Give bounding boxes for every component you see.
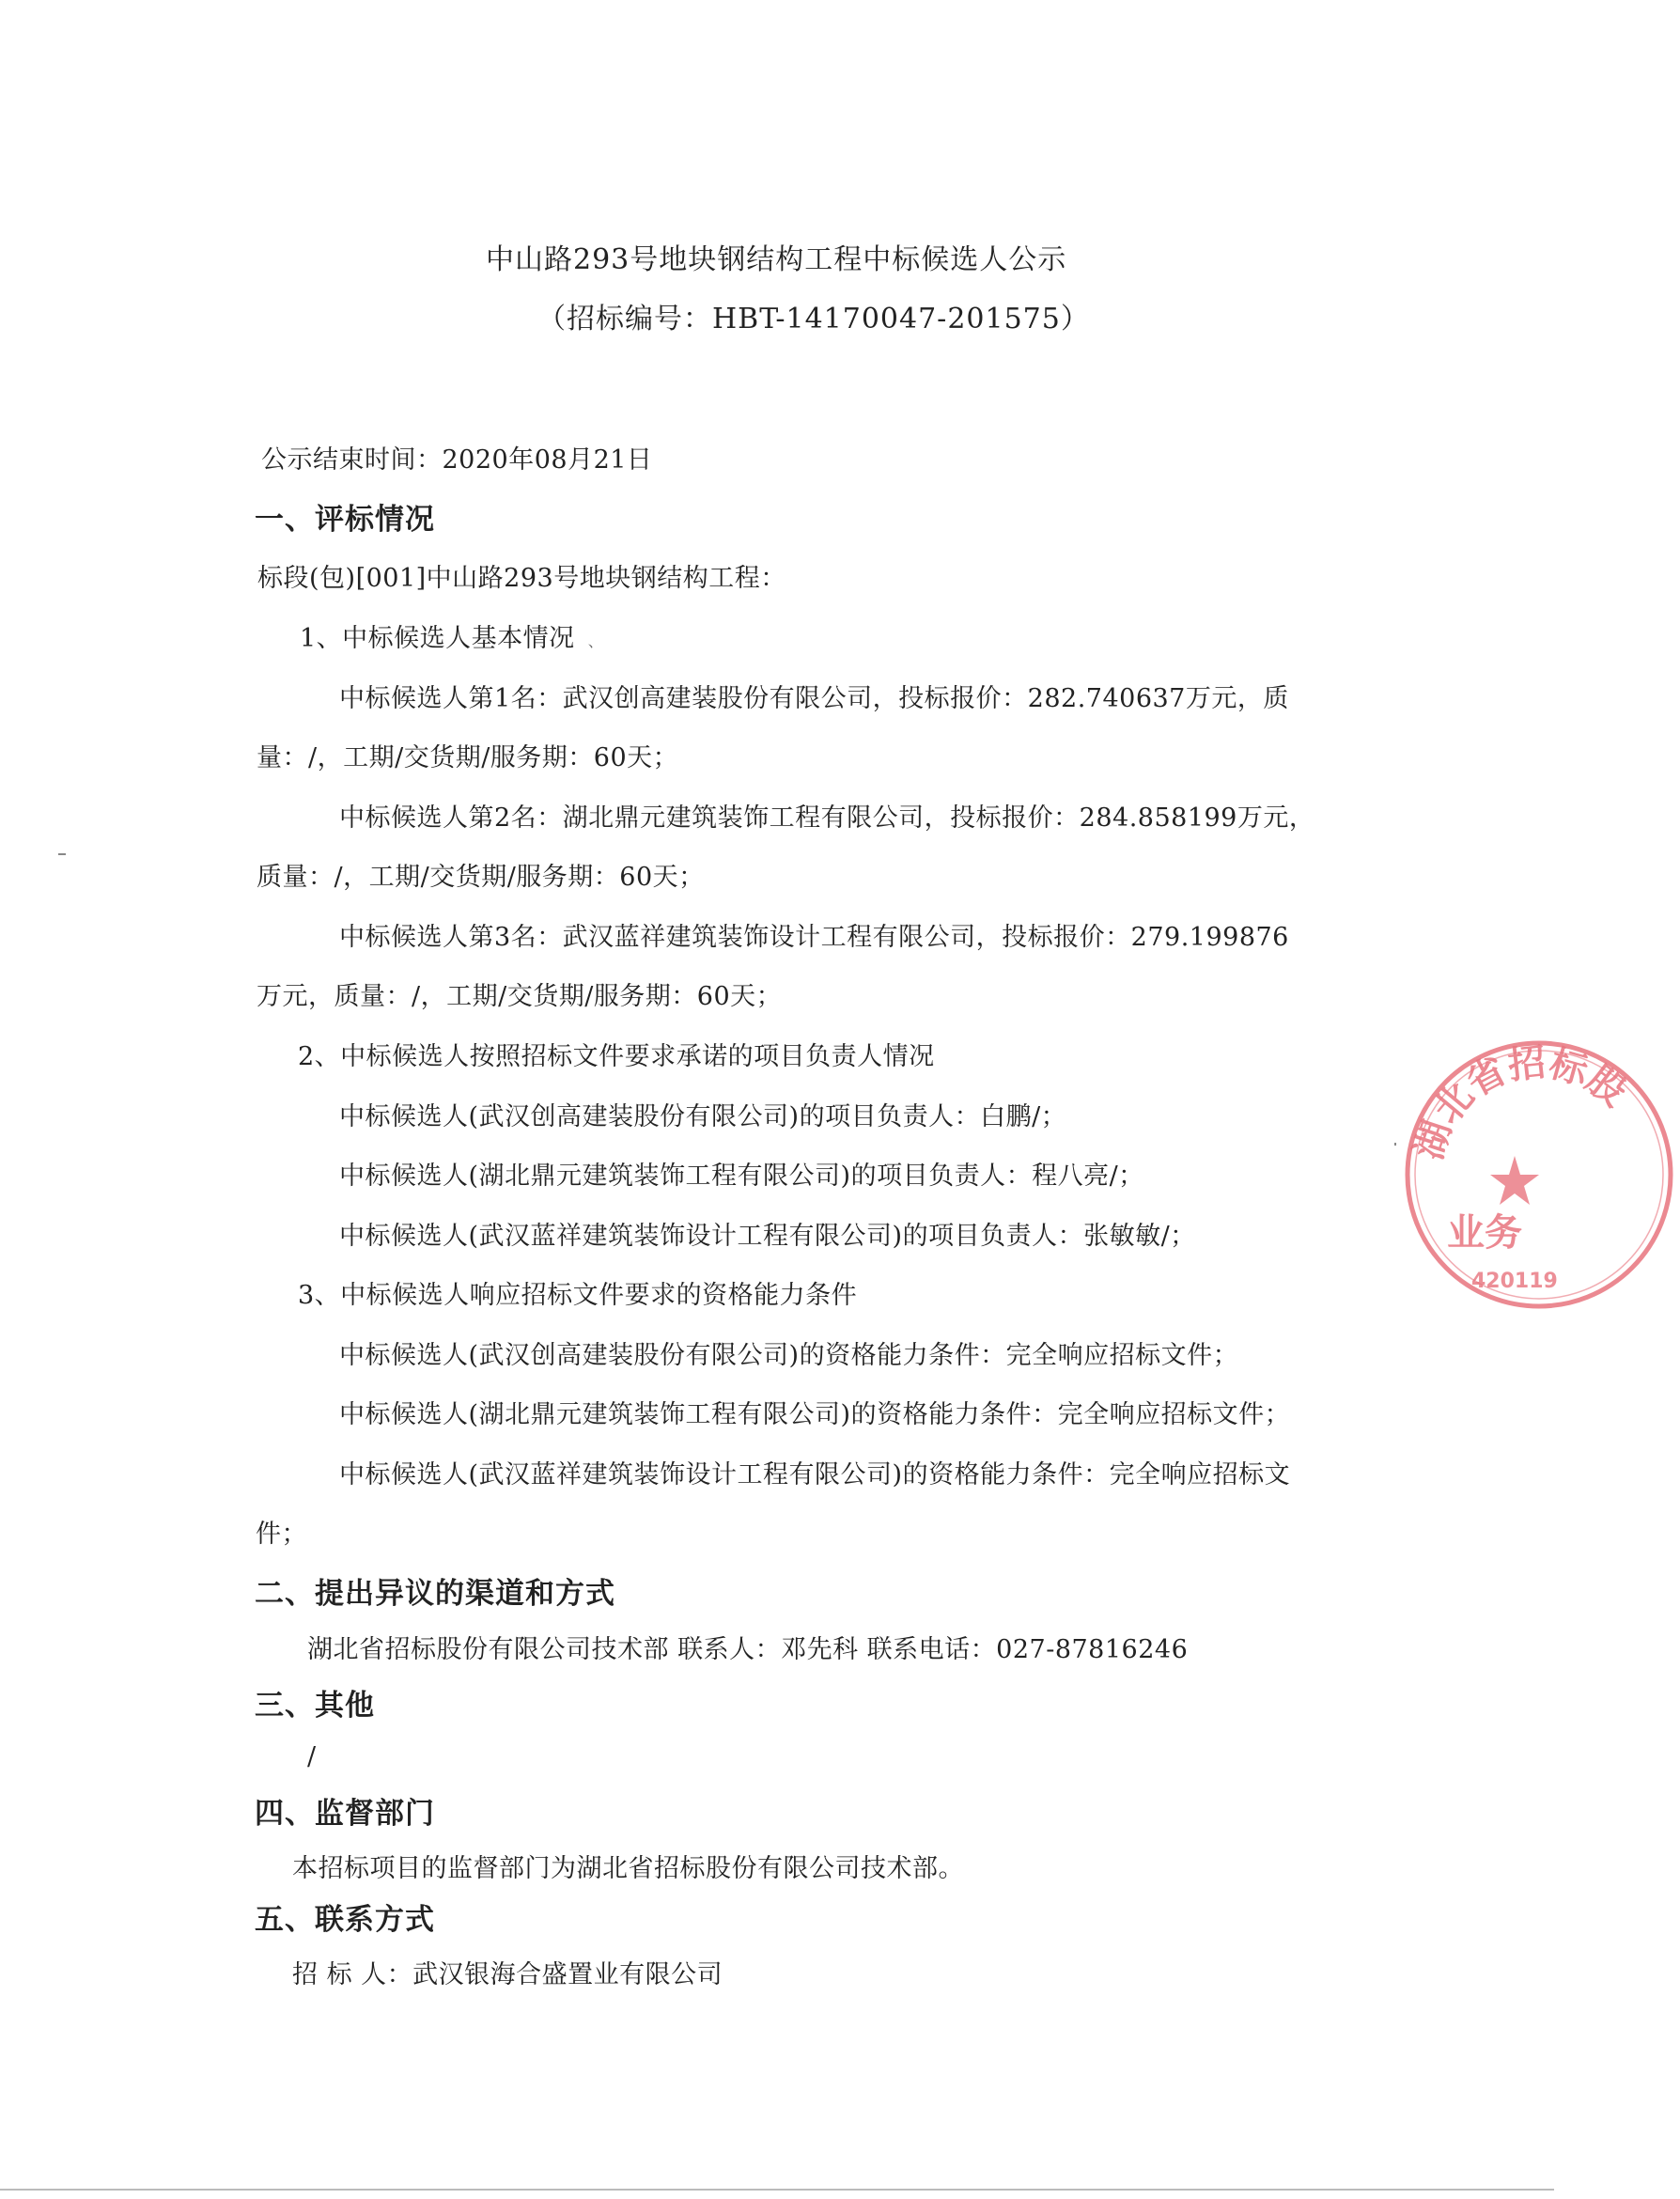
doc-title: 中山路293号地块钢结构工程中标候选人公示 [486,243,1067,276]
section-3-body: / [307,1742,317,1771]
candidate-3-line-2: 万元，质量：/，工期/交货期/服务期：60天； [257,982,783,1011]
seal-text-mid: 业务 [1447,1211,1522,1255]
seal-text-number: 420119 [1471,1270,1558,1293]
scan-bottom-edge [0,2189,1554,2191]
project-manager-1: 中标候选人(武汉创高建装股份有限公司)的项目负责人：白鹏/； [339,1102,1067,1131]
qualification-2: 中标候选人(湖北鼎元建筑装饰工程有限公司)的资格能力条件：完全响应招标文件； [339,1400,1291,1429]
section-5-body: 招 标 人：武汉银海合盛置业有限公司 [292,1960,723,1989]
project-manager-3: 中标候选人(武汉蓝祥建筑装饰设计工程有限公司)的项目负责人：张敏敏/； [339,1222,1196,1251]
section-2-heading: 二、提出异议的渠道和方式 [255,1577,615,1611]
qualification-3-line-1: 中标候选人(武汉蓝祥建筑装饰设计工程有限公司)的资格能力条件：完全响应招标文 [339,1460,1291,1489]
project-manager-2: 中标候选人(湖北鼎元建筑装饰工程有限公司)的项目负责人：程八亮/； [339,1162,1144,1191]
red-seal-stamp [1398,1034,1680,1316]
section-5-heading: 五、联系方式 [255,1903,435,1937]
candidate-1-line-2: 量：/，工期/交货期/服务期：60天； [257,743,679,772]
seal-text-top: 湖北省招标股 [1407,1040,1635,1165]
section-4-body: 本招标项目的监督部门为湖北省招标股份有限公司技术部。 [292,1854,964,1883]
candidate-2-line-2: 质量：/，工期/交货期/服务期：60天； [257,863,705,892]
section-3-heading: 三、其他 [255,1689,375,1723]
item-2-title: 2、中标候选人按照招标文件要求承诺的项目负责人情况 [298,1042,935,1071]
item-1-title: 1、中标候选人基本情况 、 [300,624,604,653]
section-1-heading: 一、评标情况 [255,503,435,537]
doc-subtitle: （招标编号：HBT-14170047-201575） [537,303,1090,335]
candidate-3-line-1: 中标候选人第3名：武汉蓝祥建筑装饰设计工程有限公司，投标报价：279.199876 [339,923,1289,952]
bid-section: 标段(包)[001]中山路293号地块钢结构工程： [257,564,786,593]
scan-speck [1394,1143,1396,1146]
qualification-1: 中标候选人(武汉创高建装股份有限公司)的资格能力条件：完全响应招标文件； [339,1341,1239,1370]
qualification-3-line-2: 件； [256,1520,307,1549]
candidate-2-line-1: 中标候选人第2名：湖北鼎元建筑装饰工程有限公司，投标报价：284.858199万元， [339,803,1315,833]
section-4-heading: 四、监督部门 [255,1797,435,1831]
publicity-end-time: 公示结束时间：2020年08月21日 [261,445,653,475]
section-2-body: 湖北省招标股份有限公司技术部 联系人：邓先科 联系电话：027-87816246 [307,1635,1189,1664]
seal-star [1490,1156,1539,1205]
candidate-1-line-1: 中标候选人第1名：武汉创高建装股份有限公司，投标报价：282.740637万元，质 [339,684,1289,713]
scan-speck [58,853,66,855]
item-3-title: 3、中标候选人响应招标文件要求的资格能力条件 [298,1281,858,1310]
